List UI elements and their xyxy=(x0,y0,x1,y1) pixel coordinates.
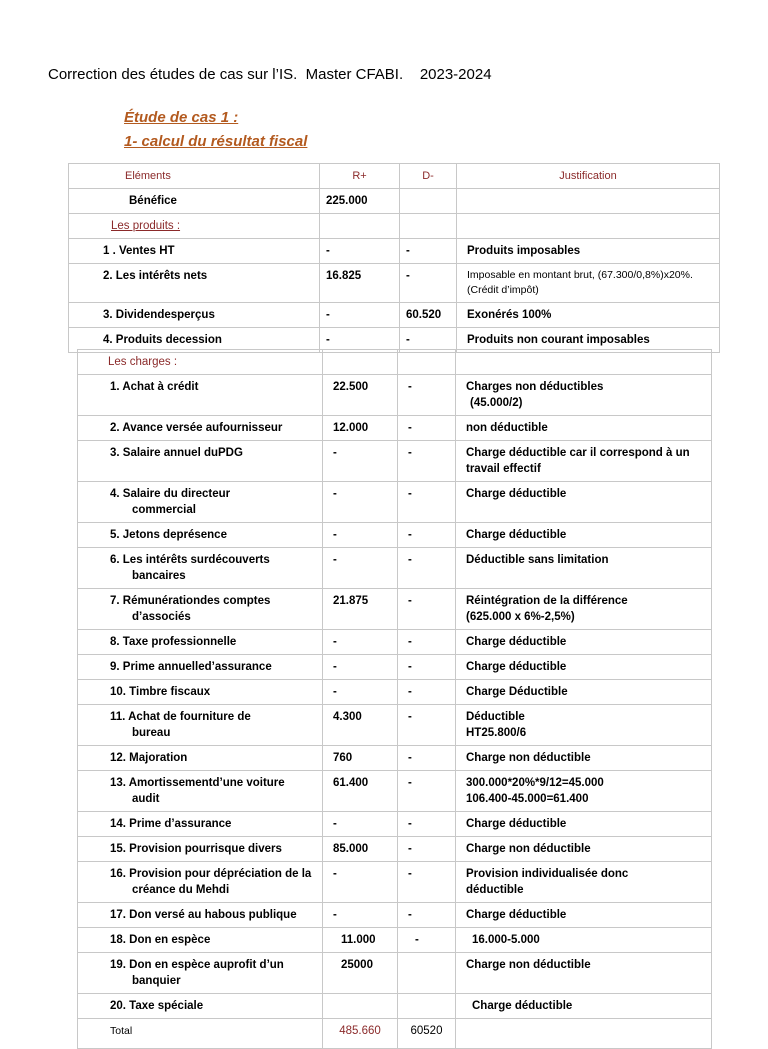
row-label-line1: 20. Taxe spéciale xyxy=(110,1000,204,1012)
row-label xyxy=(78,705,323,746)
dminus-cell: - xyxy=(398,862,456,903)
justification-line1: Charge non déductible xyxy=(466,959,591,971)
row-label xyxy=(78,903,323,928)
empty-cell xyxy=(398,350,456,375)
table-row xyxy=(78,589,712,630)
row-label-text: 2. Les intérêts nets xyxy=(103,270,208,282)
row-label xyxy=(69,264,320,303)
row-label-line2: bureau xyxy=(132,727,171,739)
row-label-line1: 4. Salaire du directeur xyxy=(110,488,231,500)
row-label xyxy=(78,746,323,771)
rplus-cell: - xyxy=(323,812,398,837)
row-label xyxy=(78,771,323,812)
row-label xyxy=(78,441,323,482)
justification-line2: HT25.800/6 xyxy=(466,727,527,739)
total-row xyxy=(78,1019,712,1049)
justification-line1: Charge déductible xyxy=(466,661,567,673)
table-row xyxy=(78,928,712,953)
table-row xyxy=(78,746,712,771)
justification-line2: 106.400-45.000=61.400 xyxy=(466,793,589,805)
dminus-cell xyxy=(398,994,456,1019)
table-row xyxy=(78,441,712,482)
justification-cell xyxy=(456,548,712,589)
row-label-line1: 10. Timbre fiscaux xyxy=(110,686,211,698)
row-label-line1: 2. Avance versée aufournisseur xyxy=(110,422,283,434)
rplus-cell: 21.875 xyxy=(323,589,398,630)
dminus-cell: - xyxy=(398,837,456,862)
justification-line1: Charge déductible xyxy=(466,909,567,921)
justification-line2: travail effectif xyxy=(466,463,541,475)
justification-line1: 16.000-5.000 xyxy=(472,934,540,946)
row-label-line1: 8. Taxe professionnelle xyxy=(110,636,237,648)
justification-line1: non déductible xyxy=(466,422,548,434)
table-row xyxy=(69,239,720,264)
total-label: Total xyxy=(78,1019,323,1049)
justification-cell xyxy=(456,416,712,441)
rplus-cell: - xyxy=(320,303,400,328)
rplus-cell: - xyxy=(323,680,398,705)
dminus-cell xyxy=(400,214,457,239)
row-label xyxy=(78,375,323,416)
row-label xyxy=(69,214,320,239)
row-label xyxy=(78,482,323,523)
justification-cell xyxy=(456,771,712,812)
justification-cell xyxy=(457,214,720,239)
row-label-text: Bénéfice xyxy=(129,195,177,207)
justification-cell xyxy=(456,812,712,837)
case-study-subtitle: 1- calcul du résultat fiscal xyxy=(124,133,308,150)
total-rplus: 485.660 xyxy=(323,1019,398,1049)
section-label: Les charges : xyxy=(78,350,323,375)
table-row xyxy=(69,264,720,303)
row-label xyxy=(78,630,323,655)
justification-cell xyxy=(456,903,712,928)
row-label-line1: 16. Provision pour dépréciation de la xyxy=(110,868,312,880)
rplus-cell xyxy=(320,214,400,239)
justification-cell xyxy=(456,375,712,416)
rplus-cell: 85.000 xyxy=(323,837,398,862)
justification-line1: Réintégration de la différence xyxy=(466,595,628,607)
dminus-cell: - xyxy=(398,441,456,482)
row-label-line1: 14. Prime d’assurance xyxy=(110,818,232,830)
table-row xyxy=(78,655,712,680)
justification-line1: Déductible sans limitation xyxy=(466,554,609,566)
justification-line1: Déductible xyxy=(466,711,525,723)
table-row xyxy=(78,953,712,994)
table-header-row xyxy=(69,164,720,189)
justification-line1: 300.000*20%*9/12=45.000 xyxy=(466,777,604,789)
row-label-line1: 12. Majoration xyxy=(110,752,188,764)
row-label xyxy=(78,523,323,548)
row-label xyxy=(78,994,323,1019)
table-row xyxy=(78,994,712,1019)
dminus-cell: - xyxy=(398,375,456,416)
rplus-cell: - xyxy=(320,239,400,264)
row-label-line2: commercial xyxy=(132,504,196,516)
justification-cell: Produits imposables xyxy=(457,239,720,264)
justification-line1: Charge déductible xyxy=(466,488,567,500)
dminus-cell xyxy=(398,953,456,994)
justification-line1: Charge non déductible xyxy=(466,843,591,855)
row-label xyxy=(78,589,323,630)
rplus-cell: 760 xyxy=(323,746,398,771)
table-row xyxy=(78,771,712,812)
rplus-cell: - xyxy=(323,482,398,523)
dminus-cell: - xyxy=(398,416,456,441)
row-label-line1: 13. Amortissementd’une voiture xyxy=(110,777,285,789)
row-label xyxy=(69,303,320,328)
justification-cell xyxy=(456,862,712,903)
table-row xyxy=(69,189,720,214)
justification-line1: Charge déductible car il correspond à un xyxy=(466,447,690,459)
dminus-cell: - xyxy=(400,239,457,264)
justification-line2: déductible xyxy=(466,884,524,896)
charges-table xyxy=(77,349,712,1049)
dminus-cell: - xyxy=(398,903,456,928)
justification-cell xyxy=(456,953,712,994)
justification-cell xyxy=(456,655,712,680)
row-label xyxy=(78,953,323,994)
row-label xyxy=(78,928,323,953)
dminus-cell: - xyxy=(400,264,457,303)
row-label-line1: 11. Achat de fourniture de xyxy=(110,711,251,723)
row-label-line1: 1. Achat à crédit xyxy=(110,381,199,393)
row-label-line2: d’associés xyxy=(132,611,191,623)
row-label-text: 3. Dividendesperçus xyxy=(103,309,215,321)
row-label-line1: 5. Jetons deprésence xyxy=(110,529,227,541)
justification-line1: Charges non déductibles xyxy=(466,381,604,393)
table-row xyxy=(78,630,712,655)
row-label xyxy=(78,655,323,680)
row-label xyxy=(69,189,320,214)
table-row xyxy=(78,482,712,523)
rplus-cell: 11.000 xyxy=(323,928,398,953)
dminus-cell: - xyxy=(400,328,457,353)
table-row xyxy=(69,214,720,239)
justification-cell xyxy=(456,680,712,705)
empty-cell xyxy=(323,350,398,375)
column-header: D- xyxy=(400,164,457,189)
justification-cell: Exonérés 100% xyxy=(457,303,720,328)
dminus-cell: - xyxy=(398,928,456,953)
dminus-cell: - xyxy=(398,771,456,812)
table-row xyxy=(78,862,712,903)
dminus-cell: - xyxy=(398,705,456,746)
rplus-cell: - xyxy=(320,328,400,353)
dminus-cell: - xyxy=(398,589,456,630)
rplus-cell: 25000 xyxy=(323,953,398,994)
justification-line2: (625.000 x 6%-2,5%) xyxy=(466,611,575,623)
row-label-line1: 17. Don versé au habous publique xyxy=(110,909,297,921)
rplus-cell: 4.300 xyxy=(323,705,398,746)
products-table xyxy=(68,163,720,353)
table-row xyxy=(78,812,712,837)
table-row xyxy=(78,416,712,441)
dminus-cell: - xyxy=(398,482,456,523)
rplus-cell: - xyxy=(323,441,398,482)
empty-cell xyxy=(456,350,712,375)
table-row xyxy=(78,705,712,746)
justification-line1: Charge déductible xyxy=(466,529,567,541)
justification-cell xyxy=(456,523,712,548)
column-header: Justification xyxy=(457,164,720,189)
row-label-line1: 19. Don en espèce auprofit d’un xyxy=(110,959,284,971)
justification-cell xyxy=(457,189,720,214)
case-study-title: Étude de cas 1 : xyxy=(124,109,239,126)
justification-cell: Produits non courant imposables xyxy=(457,328,720,353)
justification-line2: (45.000/2) xyxy=(470,397,523,409)
row-label xyxy=(69,239,320,264)
dminus-cell: - xyxy=(398,523,456,548)
justification-line1: Charge non déductible xyxy=(466,752,591,764)
rplus-cell: - xyxy=(323,655,398,680)
rplus-cell: 61.400 xyxy=(323,771,398,812)
justification-cell xyxy=(456,837,712,862)
rplus-cell xyxy=(323,994,398,1019)
row-label xyxy=(78,837,323,862)
row-label xyxy=(78,812,323,837)
row-label-line1: 6. Les intérêts surdécouverts xyxy=(110,554,270,566)
table-row xyxy=(78,680,712,705)
justification-cell xyxy=(456,482,712,523)
justification-cell xyxy=(456,441,712,482)
empty-cell xyxy=(456,1019,712,1049)
rplus-cell: 225.000 xyxy=(320,189,400,214)
table-row xyxy=(78,523,712,548)
row-label-line2: banquier xyxy=(132,975,181,987)
row-label-text: 4. Produits decession xyxy=(103,334,222,346)
dminus-cell: - xyxy=(398,548,456,589)
justification-cell xyxy=(456,589,712,630)
row-label-text: 1 . Ventes HT xyxy=(103,245,175,257)
rplus-cell: - xyxy=(323,862,398,903)
row-label-line1: 18. Don en espèce xyxy=(110,934,211,946)
row-label-line1: 9. Prime annuelled’assurance xyxy=(110,661,272,673)
document-title: Correction des études de cas sur l’IS. Master CFABI. 2023-2024 xyxy=(48,66,492,83)
row-label xyxy=(78,548,323,589)
section-row xyxy=(78,350,712,375)
rplus-cell: - xyxy=(323,548,398,589)
row-label-text: Les produits : xyxy=(111,220,181,232)
dminus-cell: - xyxy=(398,655,456,680)
table-row xyxy=(78,375,712,416)
justification-cell: Imposable en montant brut, (67.300/0,8%)x20%. (Crédit d’impôt) xyxy=(457,264,720,303)
rplus-cell: 16.825 xyxy=(320,264,400,303)
rplus-cell: - xyxy=(323,630,398,655)
dminus-cell: - xyxy=(398,812,456,837)
table-row xyxy=(78,837,712,862)
dminus-cell: - xyxy=(398,680,456,705)
dminus-cell: 60.520 xyxy=(400,303,457,328)
rplus-cell: - xyxy=(323,523,398,548)
justification-line1: Charge déductible xyxy=(466,818,567,830)
table-row xyxy=(69,303,720,328)
justification-cell xyxy=(456,705,712,746)
row-label xyxy=(78,416,323,441)
table-row xyxy=(78,903,712,928)
row-label-line1: 7. Rémunérationdes comptes xyxy=(110,595,271,607)
column-header: R+ xyxy=(320,164,400,189)
total-dminus: 60520 xyxy=(398,1019,456,1049)
row-label-line2: créance du Mehdi xyxy=(132,884,230,896)
justification-cell xyxy=(456,994,712,1019)
rplus-cell: - xyxy=(323,903,398,928)
dminus-cell xyxy=(400,189,457,214)
dminus-cell: - xyxy=(398,746,456,771)
table-row xyxy=(78,548,712,589)
rplus-cell: 12.000 xyxy=(323,416,398,441)
justification-cell xyxy=(456,630,712,655)
row-label-line1: 3. Salaire annuel duPDG xyxy=(110,447,243,459)
justification-line1: Provision individualisée donc xyxy=(466,868,629,880)
column-header: Eléments xyxy=(69,164,320,189)
dminus-cell: - xyxy=(398,630,456,655)
row-label-line1: 15. Provision pourrisque divers xyxy=(110,843,282,855)
rplus-cell: 22.500 xyxy=(323,375,398,416)
justification-cell xyxy=(456,928,712,953)
justification-cell xyxy=(456,746,712,771)
row-label xyxy=(78,680,323,705)
row-label xyxy=(78,862,323,903)
justification-line1: Charge Déductible xyxy=(466,686,568,698)
row-label-line2: audit xyxy=(132,793,160,805)
justification-line1: Charge déductible xyxy=(472,1000,573,1012)
row-label-line2: bancaires xyxy=(132,570,186,582)
justification-line1: Charge déductible xyxy=(466,636,567,648)
